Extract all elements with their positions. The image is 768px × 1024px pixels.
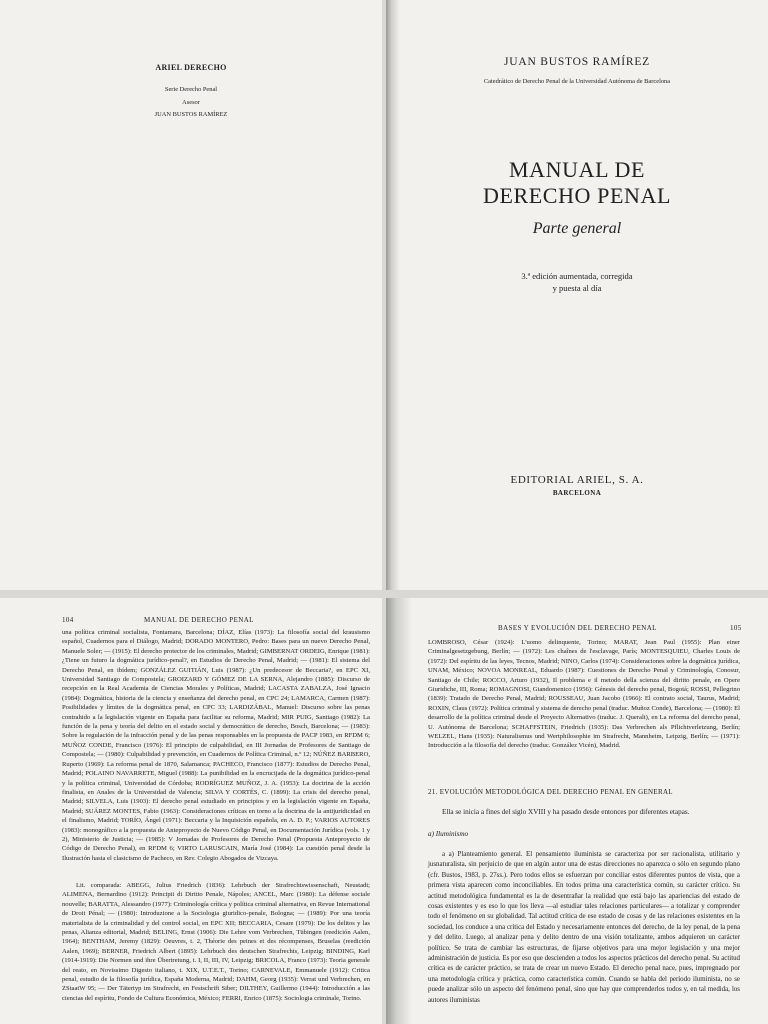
subsection-heading: a) Iluminismo — [428, 830, 469, 838]
bibliography-105: LOMBROSO, César (1924): L'uomo delinquente, Torino; MARAT, Jean Paul (1955): Plan einer Criminalgesetzgebung, Berlín; — (1972): Les chaînes de l'esclavage, París; MONTESQUIEU, Charles Louis de (1972): Del espíritu de las leyes, Tecnos, Madrid; NINO, Carlos (1974): Consideraciones sobre la dogmática jurídica, UNAM, México; NOVOA MONREAL, Eduardo (1987): Cuestiones de Derecho Penal y Criminología, Conosur, Santiago de Chile; ROCCO, Arturo (1932), Il problema e il metodo della scienza del diritto penale, en Opere Giuridiche, III, Roma; ROMAGNOSI, Giandomenico (1956): Génesis del derecho penal, Bogotá; ROSSI, Pellegrino (1839): Tratado de Derecho Penal, Madrid; ROUSSEAU, Juan Jacobo (1966): El contrato social, Taurus, Madrid; ROXIN, Claus (1972): Política criminal y sistema de derecho penal (traduc. Muñoz Conde), Barcelona; — (1980): El desarrollo de la política criminal desde el Proyecto Alternativo (traduc. J. Queralt), en La reforma del derecho penal, U. Autónoma de Barcelona; SCHAFFSTEIN, Friedrich (1935): Das Verbrechen als Pflichtverletzung, Berlín; WELZEL, Hans (1935): Naturalismus und Wertphilosophie im Strafrecht, Mannheim, Leipzig, Berlín; — (1971): Introducción a la filosofía del derecho (traduc. González Vicén), Madrid. — [428, 639, 740, 750]
author: JUAN BUSTOS RAMÍREZ — [504, 56, 650, 68]
running-head-105: BASES Y EVOLUCIÓN DEL DERECHO PENAL — [498, 624, 657, 632]
page-number-104: 104 — [62, 616, 74, 624]
gutter-shadow — [386, 0, 400, 590]
page-105 — [386, 598, 768, 1024]
subtitle: Parte general — [532, 220, 622, 237]
series-name: ARIEL DERECHO — [155, 63, 227, 72]
page-104 — [0, 598, 382, 1024]
section-heading: 21. EVOLUCIÓN METODOLÓGICA DEL DERECHO PENAL EN GENERAL — [428, 788, 673, 796]
advisor-label: Asesor — [182, 99, 200, 106]
section-paragraph: a a) Planteamiento general. El pensamiento iluminista se caracteriza por ser racionalista, utilitario y jusnaturalista, sin perjuicio de que en algún autor una de estas direcciones no aparezca o sólo en segundo plano (cfr. Bustos, 1983, p. 27ss.). Pero todos ellos se esfuerzan por conciliar estos diferentes puntos de vista, que a primera vista aparecen como inconciliables. En todos prima una característica común, su carácter crítico. Su actitud metodológica fundamental es la de desentrañar la realidad que está bajo las apariencias del estado de cosas existentes y es eso lo que los lleva —al estudiar tales relaciones particulares— a totalizar y comprender todo el fenómeno en su globalidad. Tal actitud crítica de ese estado de cosas y de las relaciones existentes en la sociedad, los conduce a una crítica del Estado y necesariamente entonces del derecho, de la ley penal, de la pena y del delito. Luego, al analizar pena y delito dentro de una visión totalizante, ambos adquieren un carácter político. Se trata de cambiar las estructuras, de fijarse objetivos para una mejor legislación y una mejor administración de justicia. Es por eso que descienden a todos los aspectos prácticos del derecho penal. Su actitud crítica es de carácter práctico, se trata de crear un nuevo Estado. El derecho penal nace, pues, impregnado por una metodología crítica y práctica, como característica común. Cuando se habla del período iluminista, no se puede analizar sólo un aspecto del fenómeno penal, sino que hay que comprenderlos todos y, en tal medida, los autores iluministas — [428, 851, 740, 1004]
edition-line2: y puesta al día — [552, 283, 602, 293]
publisher: EDITORIAL ARIEL, S. A. — [510, 474, 644, 486]
gutter-shadow — [386, 598, 412, 1024]
page-number-105: 105 — [730, 624, 742, 632]
title-page — [386, 0, 768, 590]
affiliation: Catedrático de Derecho Penal de la Universidad Autónoma de Barcelona — [483, 78, 671, 85]
advisor-name: JUAN BUSTOS RAMÍREZ — [154, 111, 228, 118]
bibliography-104-part2: Lit. comparada: ABEGG, Julius Friedrich (1836): Lehrbuch der Strafrechtswissenschaft, Neustadt; ALIMENA, Bernardino (1912): Principii di Diritto Penale, Nápoles; ANCEL, Marc (1980): La défense sociale nouvelle; BARATTA, Alessandro (1977): Criminología crítica y política criminal alternativa, en Revue International de Droit Pénal; — (1980): Introduzione a la Sociologia giuridico-penale, Bologna; — (1989): Por una teoría materialista de la criminalidad y del control social, en EPC XII; BECCARIA, Cesare (1979): De los delitos y las penas, Alianza editorial, Madrid; BELING, Ernst (1906): Die Lehre vom Verbrechen, Tübingen (reedición Aalen, 1964); BENTHAM, Jeremy (1829): Oeuvres, t. 2, Théorie des peines et des récompenses, Bruselas (reedición Aalen, 1969); BERNER, Friedrich Albert (1895): Lehrbuch des deutschen Strafrechts, Leipzig; BINDING, Karl (1914-1919): Die Normen und ihre Übertretung, t. I, II, III, IV, Leipzig; BRICOLA, Franco (1973): Teoria generale del reato, en Novissimo Digesto italiano, t. XIX, U.T.E.T., Torino; CARNEVALE, Emmanuele (1912): Critica penal, estudio de la filosofía jurídica, España Moderna, Madrid; DAHM, Georg (1935): Verrat und Verbrechen, en ZStaatW 95; — Der Tätertyp im Strafrecht, en Festschrift Siber; DILTHEY, Guillermo (1944): Introducción a las ciencias del espíritu, Fondo de Cultura Económica, México; FERRI, Enrico (1875): Sociologia criminale, Torino. — [62, 882, 370, 1002]
publisher-city: BARCELONA — [552, 489, 602, 497]
running-head-104: MANUAL DE DERECHO PENAL — [144, 616, 254, 624]
book-title-line2: DERECHO PENAL — [482, 183, 672, 208]
series-line: Serie Derecho Penal — [164, 86, 218, 93]
series-page — [0, 0, 382, 590]
bibliography-104-part1: una política criminal socialista, Fontamara, Barcelona; DÍAZ, Elías (1973): La filosofía social del krausismo español, Cuadernos para el Diálogo, Madrid; DORADO MONTERO, Pedro: Bases para un nuevo Derecho Penal, Manuele Soler; — (1915): El derecho protector de los criminales, Madrid; GIMBERNAT ORDEIG, Enrique (1981): ¿Tiene un futuro la dogmática jurídico-penal?, en Estudios de Derecho Penal, Madrid; — (1981): El sistema del Derecho Penal, en ibídem; GONZÁLEZ GUITIÁN, Luis (1987): ¿Un predecesor de Beccaria?, en EPC XI, Universidad Santiago de Compostela; GROIZARD Y GÓMEZ DE LA SERNA, Alejandro (1885): Discurso de recepción en la Real Academia de Ciencias Morales y Políticas, Madrid; LACASTA ZABALZA, José Ignacio (1984): Dogmática, historia de la ciencia y enseñanza del derecho penal, en CPC 24; LAMARCA, Carmen (1987): Posibilidades y límites de la dogmática penal, en CPC 33; LARDIZÁBAL, Manuel: Discurso sobre las penas contrahido a la legislación vigente en España para facilitar su reforma, Madrid; MIR PUIG, Santiago (1982): La función de la pena y teoría del delito en el estado social y democrático de derecho, Bosch, Barcelona; — (1983): Sobre la regulación de la infracción penal y de las penas responsables en la propuesta de PACP 1983, en RFDM 6; MUÑOZ CONDE, Francisco (1976): El principio de culpabilidad, en III Jornadas de Profesores de Santiago de Compostela; — (1980): Culpabilidad y prevención, en Cuadernos de Política Criminal, n.º 12; NÚÑEZ BARBERO, Ruperto (1969): La reforma penal de 1870, Salamanca; PACHECO, Francisco (1877): Estudios de Derecho Penal, Madrid; POLAINO NAVARRETE, Miguel (1988): La punibilidad en la encrucijada de la dogmática jurídico-penal y la política criminal, Universidad de Córdoba; RODRÍGUEZ MUÑOZ, J. A. (1953): La doctrina de la acción finalista, en Anales de la Universidad de Valencia; SILVA Y CORTÉS, C. (1899): La crisis del derecho penal, Madrid; SILVELA, Luis (1903): El derecho penal estudiado en principios y en la legislación vigente en España, Madrid; SUÁREZ MONTES, Fabio (1963): Consideraciones críticas en torno a la doctrina de la antijuridicidad en el finalismo, Madrid; TORÍO, Ángel (1971): Beccaria y la Inquisición española, en A. D. P.; VARIOS AUTORES (1983): monográfico a la propuesta de Anteproyecto de Nuevo Código Penal, en Documentación Jurídica (vols. 1 y 2), Ministerio de Justicia; — (1985): V Jornadas de Profesores de Derecho Penal (Propuesta Anteproyecto de Código de Derecho Penal), en RFDM 6; VIRTO LARUSCAIN, María José (1984): La cuestión penal desde la Ilustración hasta el clasicismo de Pacheco, en Rev. Colegio Abogados de Vizcaya. — [62, 629, 370, 862]
section-intro: Ella se inicia a fines del siglo XVIII y ha pasado desde entonces por diferentes etapas. — [442, 808, 690, 816]
book-title-line1: MANUAL DE — [509, 157, 645, 182]
edition-line1: 3.ª edición aumentada, corregida — [521, 271, 633, 281]
